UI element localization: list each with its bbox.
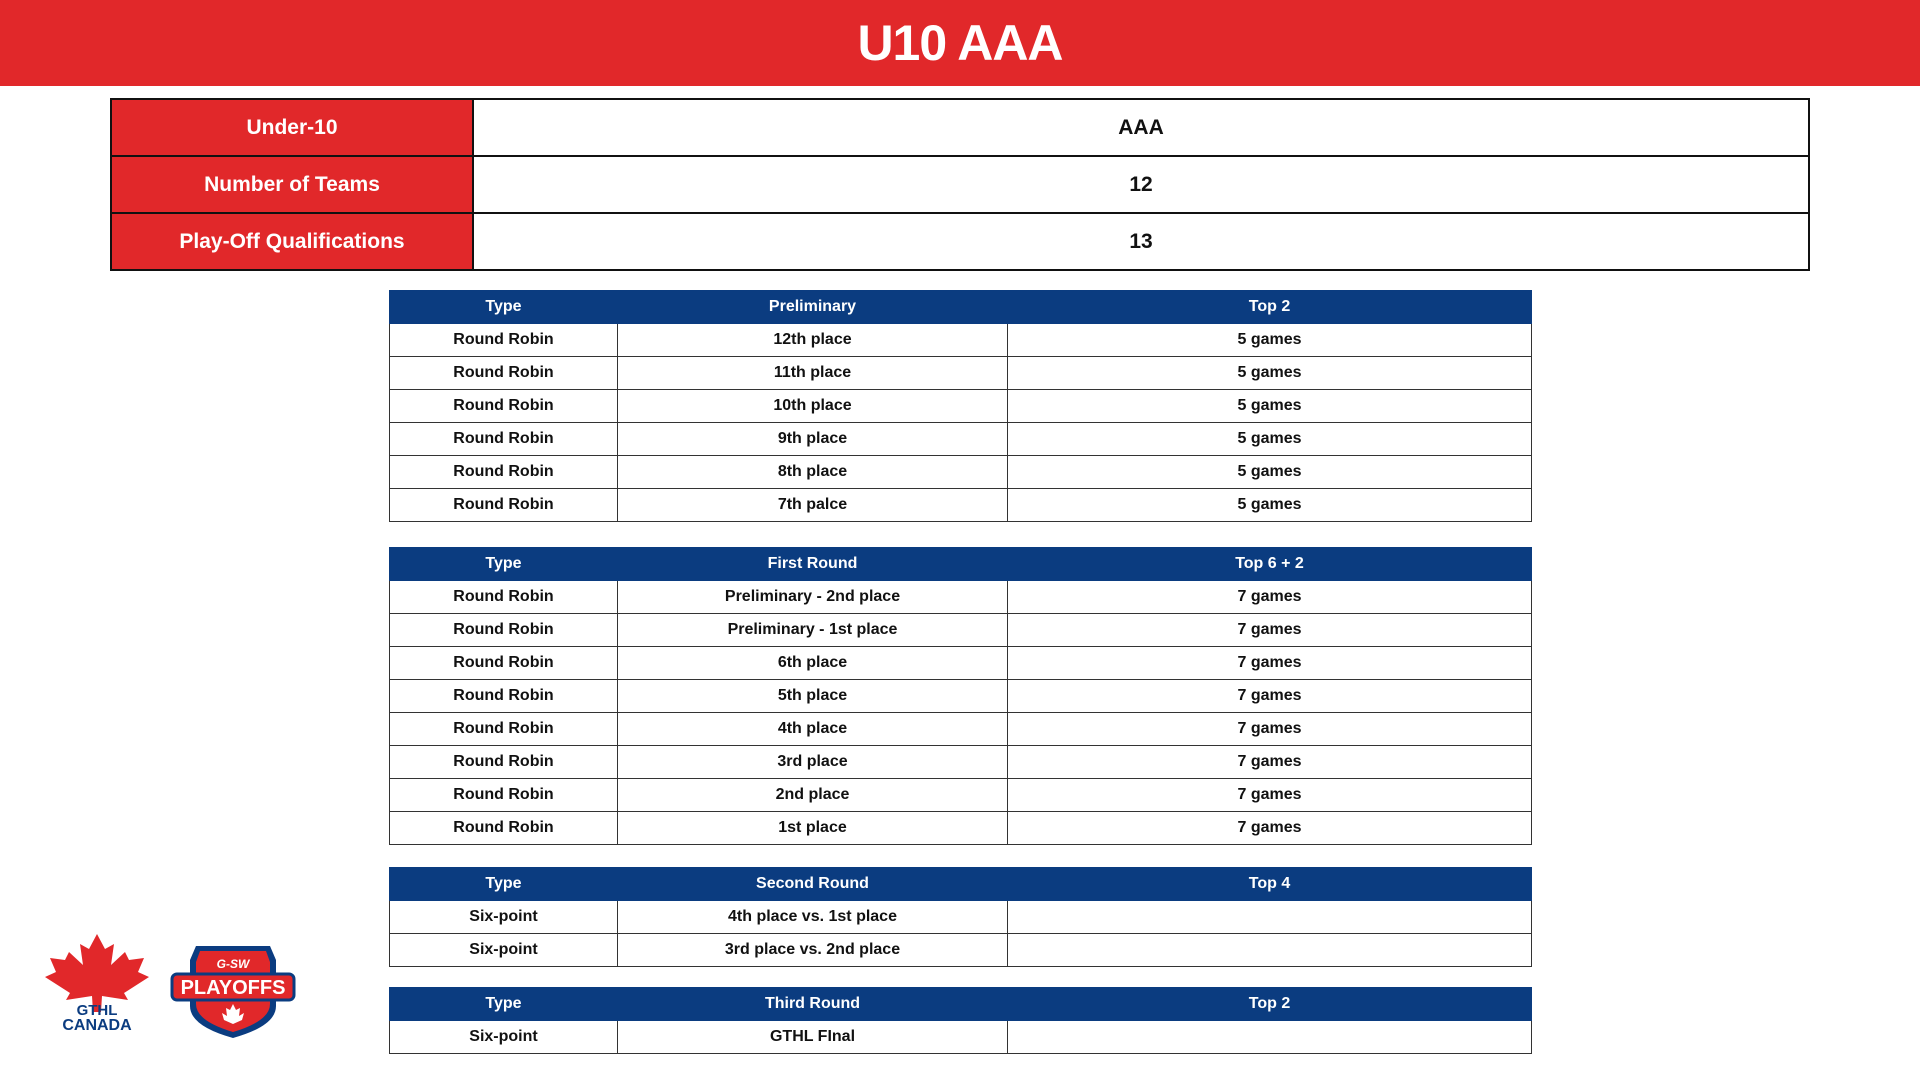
third-round-table xyxy=(389,987,1532,1054)
summary-label: Under-10 xyxy=(111,99,473,156)
table-cell: Round Robin xyxy=(390,324,618,357)
table-row xyxy=(390,812,1532,845)
table-cell: 2nd place xyxy=(618,779,1008,812)
title-banner xyxy=(0,0,1920,86)
table-header-row xyxy=(390,291,1532,324)
column-header: Type xyxy=(390,291,618,324)
table-row xyxy=(390,901,1532,934)
summary-value: AAA xyxy=(473,99,1809,156)
table-cell: Round Robin xyxy=(390,456,618,489)
preliminary-round-table xyxy=(389,290,1532,522)
table-cell: Preliminary - 1st place xyxy=(618,614,1008,647)
table-cell: 11th place xyxy=(618,357,1008,390)
summary-label: Number of Teams xyxy=(111,156,473,213)
table-cell: 4th place xyxy=(618,713,1008,746)
table-cell: 5th place xyxy=(618,680,1008,713)
table-cell: Round Robin xyxy=(390,614,618,647)
gthl-canada-logo xyxy=(36,932,158,1032)
column-header: Type xyxy=(390,548,618,581)
table-row xyxy=(390,357,1532,390)
table-cell: Round Robin xyxy=(390,423,618,456)
table-row xyxy=(390,614,1532,647)
column-header: Top 4 xyxy=(1008,868,1532,901)
column-header: Preliminary xyxy=(618,291,1008,324)
table-cell: 5 games xyxy=(1008,324,1532,357)
table-cell: Six-point xyxy=(390,934,618,967)
table-cell: Six-point xyxy=(390,1021,618,1054)
table-cell: 5 games xyxy=(1008,357,1532,390)
table-row xyxy=(390,581,1532,614)
summary-value: 12 xyxy=(473,156,1809,213)
table-header-row xyxy=(390,988,1532,1021)
table-cell xyxy=(1008,1021,1532,1054)
table-cell: 7 games xyxy=(1008,647,1532,680)
table-cell: 7 games xyxy=(1008,614,1532,647)
table-row xyxy=(390,489,1532,522)
table-cell: 8th place xyxy=(618,456,1008,489)
table-cell: 9th place xyxy=(618,423,1008,456)
table-cell: 5 games xyxy=(1008,456,1532,489)
table-row xyxy=(390,390,1532,423)
table-cell: Six-point xyxy=(390,901,618,934)
table-cell: Round Robin xyxy=(390,647,618,680)
table-cell: Round Robin xyxy=(390,489,618,522)
table-row xyxy=(390,680,1532,713)
table-cell: 7 games xyxy=(1008,746,1532,779)
first-round-table xyxy=(389,547,1532,845)
column-header: Type xyxy=(390,988,618,1021)
table-cell: Round Robin xyxy=(390,390,618,423)
table-cell: 7 games xyxy=(1008,713,1532,746)
logo-text-playoffs: PLAYOFFS xyxy=(180,977,286,999)
table-cell: 7th palce xyxy=(618,489,1008,522)
table-cell xyxy=(1008,901,1532,934)
table-cell: 5 games xyxy=(1008,423,1532,456)
table-row xyxy=(390,1021,1532,1054)
logo-text-canada: CANADA xyxy=(62,1017,132,1032)
table-cell: 7 games xyxy=(1008,581,1532,614)
table-cell: Round Robin xyxy=(390,357,618,390)
table-row xyxy=(390,456,1532,489)
table-cell: 5 games xyxy=(1008,390,1532,423)
table-cell xyxy=(1008,934,1532,967)
column-header: Type xyxy=(390,868,618,901)
table-cell: Round Robin xyxy=(390,713,618,746)
table-row xyxy=(390,934,1532,967)
table-cell: 7 games xyxy=(1008,812,1532,845)
table-cell: 10th place xyxy=(618,390,1008,423)
table-header-row xyxy=(390,548,1532,581)
summary-row xyxy=(111,156,1809,213)
table-row xyxy=(390,423,1532,456)
column-header: Top 2 xyxy=(1008,988,1532,1021)
table-cell: 7 games xyxy=(1008,680,1532,713)
table-row xyxy=(390,746,1532,779)
maple-leaf-icon xyxy=(45,934,149,1012)
page-title: U10 AAA xyxy=(857,15,1063,71)
table-header-row xyxy=(390,868,1532,901)
column-header: Third Round xyxy=(618,988,1008,1021)
table-cell: Round Robin xyxy=(390,680,618,713)
table-row xyxy=(390,713,1532,746)
division-summary-table xyxy=(110,98,1810,271)
table-row xyxy=(390,779,1532,812)
table-cell: 12th place xyxy=(618,324,1008,357)
table-cell: 5 games xyxy=(1008,489,1532,522)
table-cell: 3rd place vs. 2nd place xyxy=(618,934,1008,967)
table-cell: Round Robin xyxy=(390,581,618,614)
table-cell: 7 games xyxy=(1008,779,1532,812)
second-round-table xyxy=(389,867,1532,967)
table-cell: 1st place xyxy=(618,812,1008,845)
summary-value: 13 xyxy=(473,213,1809,270)
table-cell: Round Robin xyxy=(390,812,618,845)
logo-text-gsw: G-SW xyxy=(216,957,250,971)
table-cell: 6th place xyxy=(618,647,1008,680)
gsw-playoffs-logo xyxy=(170,938,296,1040)
table-cell: 3rd place xyxy=(618,746,1008,779)
table-row xyxy=(390,647,1532,680)
column-header: Top 2 xyxy=(1008,291,1532,324)
column-header: First Round xyxy=(618,548,1008,581)
table-cell: Preliminary - 2nd place xyxy=(618,581,1008,614)
logo-text-gthl: GTHL xyxy=(76,1002,118,1019)
table-cell: Round Robin xyxy=(390,746,618,779)
table-cell: GTHL FInal xyxy=(618,1021,1008,1054)
summary-row xyxy=(111,99,1809,156)
column-header: Second Round xyxy=(618,868,1008,901)
summary-row xyxy=(111,213,1809,270)
table-cell: Round Robin xyxy=(390,779,618,812)
table-cell: 4th place vs. 1st place xyxy=(618,901,1008,934)
column-header: Top 6 + 2 xyxy=(1008,548,1532,581)
summary-label: Play-Off Qualifications xyxy=(111,213,473,270)
table-row xyxy=(390,324,1532,357)
